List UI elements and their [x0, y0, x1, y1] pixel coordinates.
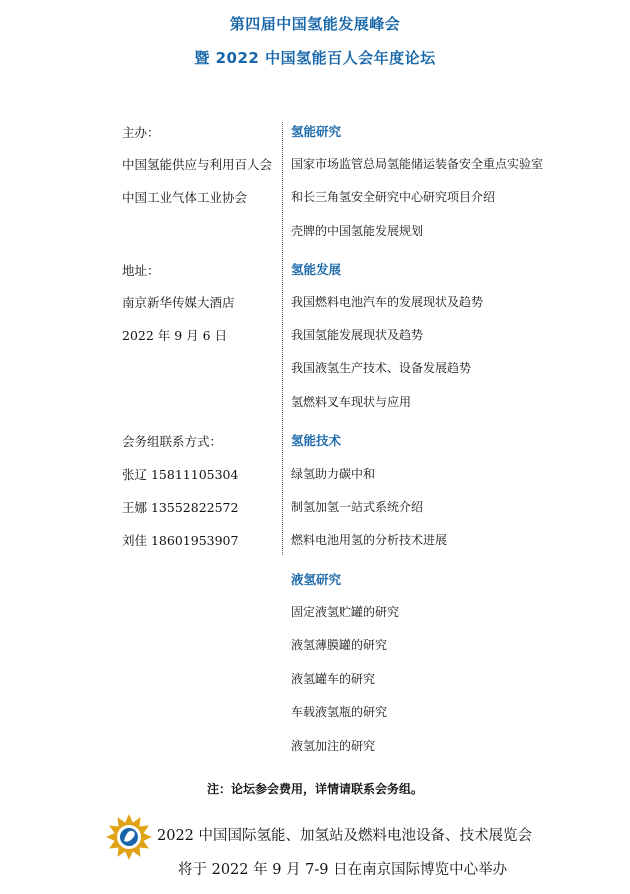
agenda-item: 固定液氢贮罐的研究: [291, 605, 400, 619]
agenda-item: 我国氢能发展现状及趋势: [291, 328, 424, 342]
organizer-2: 中国工业气体工业协会: [122, 190, 248, 205]
title-line-1: 第四届中国氢能发展峰会: [229, 15, 401, 33]
title-line-2: 暨 2022 中国氢能百人会年度论坛: [194, 49, 436, 67]
section-heading: 氢能发展: [291, 262, 342, 277]
contact-heading: 会务组联系方式：: [122, 434, 223, 449]
fee-note: 注：论坛参会费用，详情请联系会务组。: [206, 782, 423, 796]
contact-2: 王娜 13552822572: [122, 500, 239, 515]
agenda-item: 液氢薄膜罐的研究: [291, 638, 388, 652]
column-divider: [282, 122, 283, 555]
section-heading: 氢能技术: [291, 433, 342, 448]
contact-3: 刘佳 18601953907: [122, 533, 239, 548]
agenda-item: 和长三角氢安全研究中心研究项目介绍: [291, 190, 496, 204]
agenda-item: 氢燃料叉车现状与应用: [291, 395, 412, 409]
agenda-item: 液氢罐车的研究: [291, 672, 376, 686]
agenda-item: 我国燃料电池汽车的发展现状及趋势: [291, 295, 484, 309]
agenda-item: 制氢加氢一站式系统介绍: [291, 500, 424, 514]
agenda-item: 车载液氢瓶的研究: [291, 705, 388, 719]
expo-logo-icon: [104, 812, 154, 862]
organizer-heading: 主办：: [122, 125, 160, 140]
agenda-item: 液氢加注的研究: [291, 739, 376, 753]
address-heading: 地址：: [122, 263, 160, 278]
agenda-item: 壳牌的中国氢能发展规划: [291, 224, 424, 238]
agenda-item: 燃料电池用氢的分析技术进展: [291, 533, 448, 547]
agenda-item: 我国液氢生产技术、设备发展趋势: [291, 361, 472, 375]
expo-title: 2022 中国国际氢能、加氢站及燃料电池设备、技术展览会: [157, 828, 533, 844]
address-text: 南京新华传媒大酒店: [122, 295, 235, 310]
contact-1: 张辽 15811105304: [122, 467, 239, 482]
section-heading: 氢能研究: [291, 124, 342, 139]
agenda-item: 国家市场监管总局氢能储运装备安全重点实验室: [291, 157, 544, 171]
section-heading: 液氢研究: [291, 572, 342, 587]
event-date: 2022 年 9 月 6 日: [122, 328, 228, 343]
expo-schedule: 将于 2022 年 9 月 7-9 日在南京国际博览中心举办: [178, 862, 508, 878]
organizer-1: 中国氢能供应与利用百人会: [122, 157, 273, 172]
agenda-item: 绿氢助力碳中和: [291, 467, 376, 481]
